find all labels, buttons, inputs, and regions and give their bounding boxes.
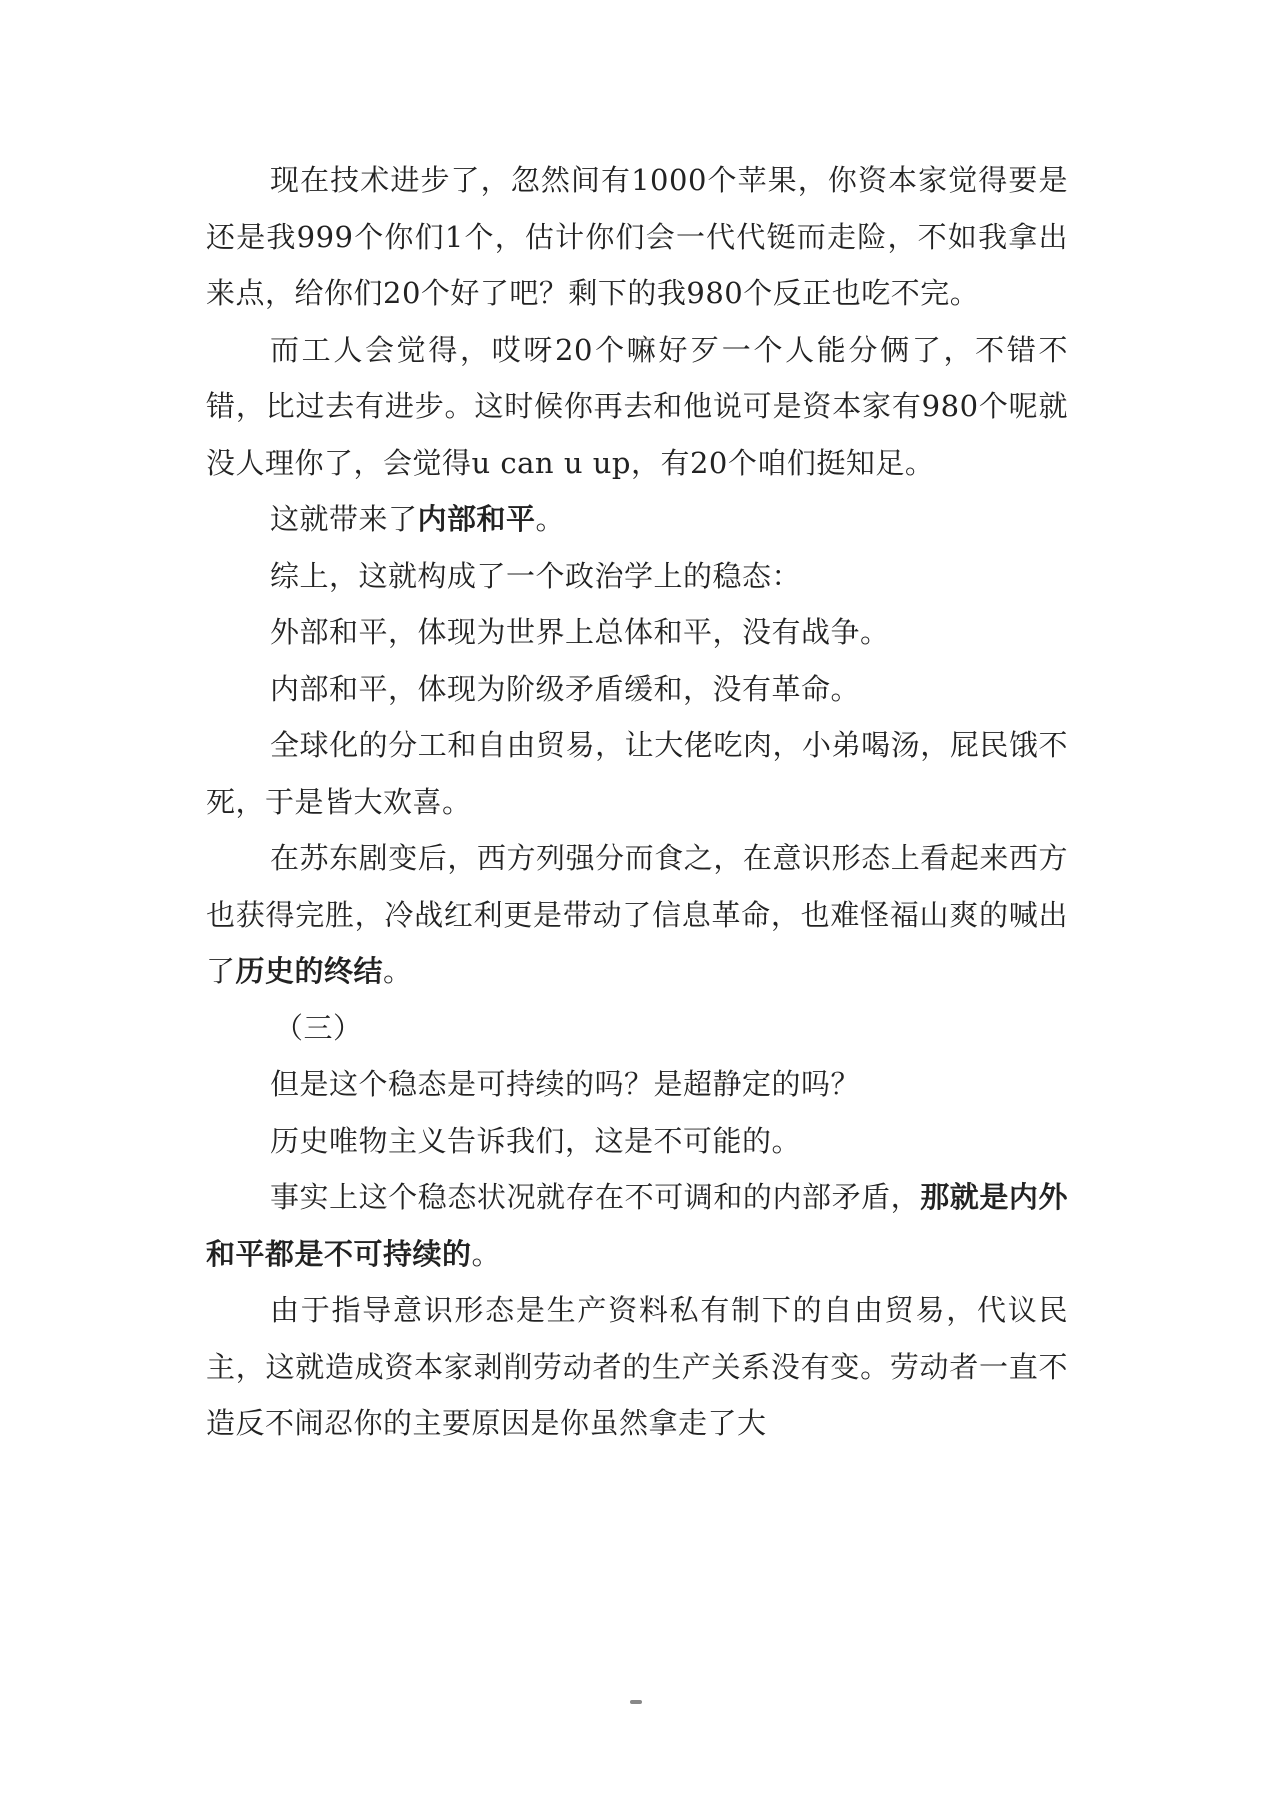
paragraph — [206, 322, 1068, 492]
paragraph — [206, 830, 1068, 1000]
paragraph-text: 。 — [383, 954, 413, 988]
emphasis-text: 历史的终结 — [235, 954, 384, 988]
paragraph — [206, 1056, 1068, 1113]
paragraph-text: 历史唯物主义告诉我们，这是不可能的。 — [270, 1123, 802, 1158]
paragraph — [206, 548, 1068, 605]
paragraph — [206, 1169, 1068, 1282]
paragraph-text: 而工人会觉得，哎呀20个嘛好歹一个人能分俩了，不错不错，比过去有进步。这时候你再去和他说可是资本家有980个呢就没人理你了，会觉得u can u up，有20个咱们挺知足。 — [206, 332, 1068, 480]
paragraph — [206, 661, 1068, 718]
paragraph-text: 由于指导意识形态是生产资料私有制下的自由贸易，代议民主，这就造成资本家剥削劳动者的生产关系没有变。劳动者一直不造反不闹忍你的主要原因是你虽然拿走了大 — [206, 1293, 1068, 1440]
paragraph — [206, 1113, 1068, 1170]
paragraph-text: 外部和平，体现为世界上总体和平，没有战争。 — [270, 615, 890, 649]
paragraph — [206, 717, 1068, 830]
paragraph-text: 。 — [535, 502, 566, 536]
paragraph-text: 现在技术进步了，忽然间有1000个苹果，你资本家觉得要是还是我999个你们1个，估计你们会一代代铤而走险，不如我拿出来点，给你们20个好了吧？剩下的我980个反正也吃不完。 — [206, 163, 1068, 310]
paragraph-text: 全球化的分工和自由贸易，让大佬吃肉，小弟喝汤，屁民饿不死，于是皆大欢喜。 — [206, 728, 1068, 819]
paragraph — [206, 1282, 1068, 1452]
body-text — [206, 152, 1068, 1452]
paragraph-text: 但是这个稳态是可持续的吗？是超静定的吗？ — [270, 1067, 861, 1101]
paragraph — [206, 491, 1068, 548]
paragraph-text: 内部和平，体现为阶级矛盾缓和，没有革命。 — [270, 671, 861, 706]
paragraph — [206, 604, 1068, 661]
page-number-mark — [630, 1700, 642, 1704]
paragraph-text: 事实上这个稳态状况就存在不可调和的内部矛盾， — [270, 1180, 921, 1214]
emphasis-text: 内部和平 — [417, 502, 536, 536]
section-heading-text: （三） — [274, 1010, 363, 1045]
paragraph — [206, 152, 1068, 322]
paragraph-text: 。 — [471, 1236, 502, 1271]
emphasis-text: 那就是内外和平都是不可持续的 — [206, 1180, 1068, 1271]
paragraph-text: 在苏东剧变后，西方列强分而食之，在意识形态上看起来西方也获得完胜，冷战红利更是带动了信息革命，也难怪福山爽的喊出了 — [206, 841, 1068, 988]
section-heading — [206, 1000, 1068, 1057]
paragraph-text: 这就带来了 — [270, 502, 418, 536]
paragraph-text: 综上，这就构成了一个政治学上的稳态： — [270, 558, 802, 593]
